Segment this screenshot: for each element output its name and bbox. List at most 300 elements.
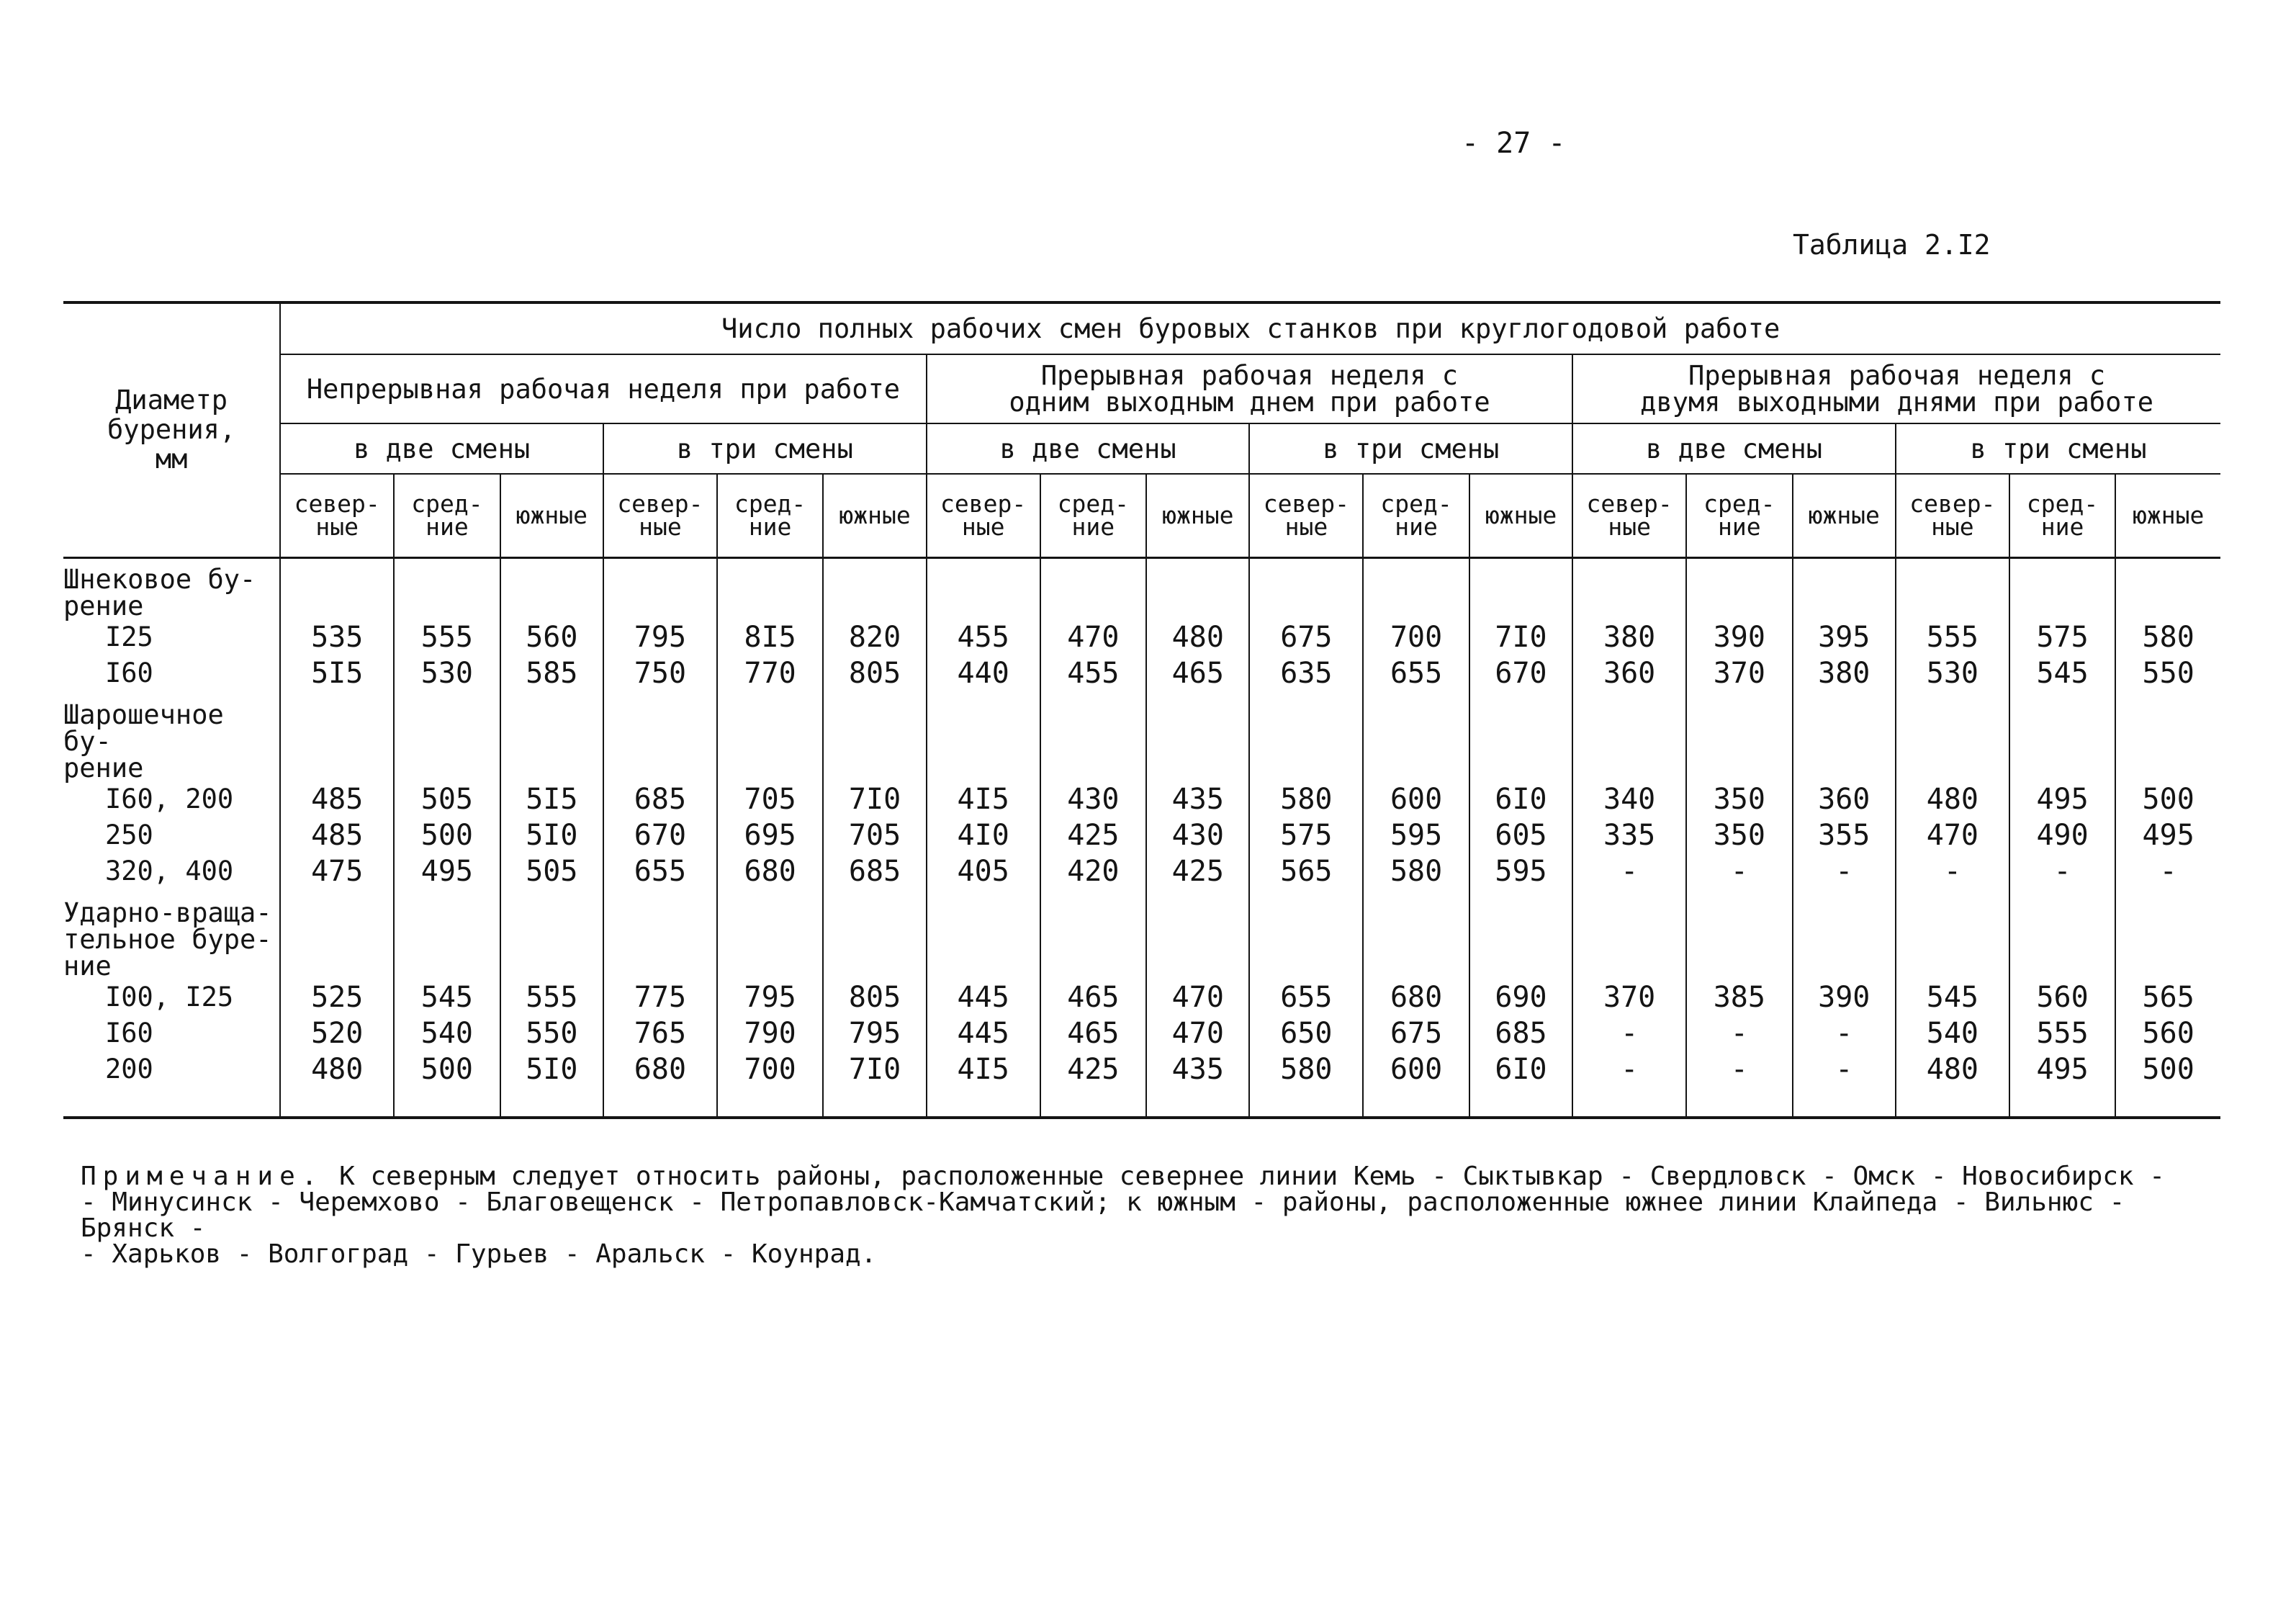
empty-cell	[280, 557, 394, 566]
note-text: - Харьков - Волгоград - Гурьев - Аральск - Коунрад.	[81, 1239, 877, 1269]
empty-cell	[1793, 566, 1896, 619]
value-cell: 500	[394, 817, 500, 853]
table-row	[63, 853, 2220, 889]
value-cell: 435	[1146, 1051, 1249, 1087]
value-cell: 360	[1572, 655, 1686, 691]
region-header-line: сред-	[1380, 490, 1452, 519]
value-cell: 595	[1363, 817, 1469, 853]
value-cell: 670	[603, 817, 717, 853]
value-cell: 695	[717, 817, 824, 853]
region-header-line: ние	[2040, 512, 2084, 541]
empty-cell	[717, 889, 824, 899]
empty-cell	[1686, 899, 1793, 979]
value-cell: 650	[1249, 1015, 1363, 1051]
region-header-line: ные	[315, 512, 359, 541]
region-header-line: ние	[1718, 512, 1761, 541]
empty-cell	[717, 899, 824, 979]
shift-header: в две смены	[927, 423, 1250, 474]
value-cell: 440	[927, 655, 1040, 691]
value-cell: 670	[1469, 655, 1572, 691]
value-cell: 580	[1363, 853, 1469, 889]
empty-cell	[1363, 566, 1469, 619]
empty-cell	[1040, 701, 1147, 781]
region-header-line: север-	[294, 490, 380, 519]
value-cell: 795	[717, 979, 824, 1015]
value-cell: 575	[2009, 619, 2116, 655]
empty-cell	[394, 557, 500, 566]
spacer-row	[63, 1087, 2220, 1118]
value-cell: 805	[823, 979, 926, 1015]
value-cell: -	[2009, 853, 2116, 889]
empty-cell	[2009, 1087, 2116, 1118]
table-row	[63, 655, 2220, 691]
group-title-row	[63, 566, 2220, 619]
empty-cell	[1572, 691, 1686, 701]
empty-cell	[1146, 566, 1249, 619]
empty-cell	[717, 566, 824, 619]
table-caption: Таблица 2.I2	[1793, 229, 1991, 261]
empty-cell	[927, 889, 1040, 899]
value-cell: 580	[2115, 619, 2220, 655]
group-title-line: рение	[63, 590, 144, 621]
empty-cell	[394, 701, 500, 781]
region-header-line: ние	[748, 512, 792, 541]
empty-cell	[1249, 889, 1363, 899]
region-header-line: южные	[1162, 501, 1234, 530]
value-cell: 555	[394, 619, 500, 655]
value-cell: 560	[500, 619, 603, 655]
region-header	[1040, 474, 1147, 557]
region-header-line: ние	[1071, 512, 1115, 541]
empty-cell	[927, 566, 1040, 619]
note-line	[81, 1190, 2183, 1242]
value-cell: 360	[1793, 781, 1896, 817]
region-header-line: север-	[1263, 490, 1349, 519]
empty-cell	[280, 1087, 394, 1118]
empty-cell	[603, 701, 717, 781]
empty-cell	[1249, 899, 1363, 979]
empty-cell	[2009, 691, 2116, 701]
empty-cell	[1363, 691, 1469, 701]
value-cell: 540	[394, 1015, 500, 1051]
spacer-row	[63, 889, 2220, 899]
value-cell: 655	[1249, 979, 1363, 1015]
empty-cell	[1146, 889, 1249, 899]
region-header	[2009, 474, 2116, 557]
value-cell: 605	[1469, 817, 1572, 853]
empty-cell	[1040, 899, 1147, 979]
value-cell: 565	[1249, 853, 1363, 889]
value-cell: 5I0	[500, 817, 603, 853]
empty-cell	[1363, 557, 1469, 566]
page-number: - 27 -	[1462, 127, 1566, 160]
value-cell: 770	[717, 655, 824, 691]
row-label: 200	[63, 1051, 280, 1087]
empty-cell	[717, 701, 824, 781]
empty-cell	[927, 701, 1040, 781]
empty-cell	[927, 899, 1040, 979]
value-cell: 465	[1040, 979, 1147, 1015]
value-cell: 425	[1040, 817, 1147, 853]
value-cell: 795	[823, 1015, 926, 1051]
row-label: I25	[63, 619, 280, 655]
empty-cell	[1686, 566, 1793, 619]
value-cell: 555	[500, 979, 603, 1015]
region-header	[823, 474, 926, 557]
value-cell: 430	[1146, 817, 1249, 853]
value-cell: 700	[1363, 619, 1469, 655]
value-cell: 480	[1896, 781, 2009, 817]
region-header	[717, 474, 824, 557]
value-cell: 545	[2009, 655, 2116, 691]
region-header-line: южные	[516, 501, 587, 530]
value-cell: 680	[603, 1051, 717, 1087]
empty-cell	[1469, 899, 1572, 979]
region-header-line: ные	[1931, 512, 1974, 541]
value-cell: 685	[1469, 1015, 1572, 1051]
empty-cell	[1363, 1087, 1469, 1118]
value-cell: 775	[603, 979, 717, 1015]
region-header	[1793, 474, 1896, 557]
value-cell: 680	[717, 853, 824, 889]
value-cell: 685	[823, 853, 926, 889]
empty-cell	[500, 899, 603, 979]
empty-cell	[1146, 557, 1249, 566]
empty-cell	[823, 889, 926, 899]
empty-cell	[717, 1087, 824, 1118]
top-header: Число полных рабочих смен буровых станков при круглогодовой работе	[280, 302, 2220, 354]
empty-cell	[1249, 557, 1363, 566]
row-label: I00, I25	[63, 979, 280, 1015]
empty-cell	[500, 701, 603, 781]
value-cell: 465	[1040, 1015, 1147, 1051]
value-cell: -	[1572, 853, 1686, 889]
empty-cell	[280, 701, 394, 781]
note-line	[81, 1239, 2183, 1269]
region-header-line: север-	[617, 490, 703, 519]
week-type-header	[927, 354, 1572, 423]
value-cell: 475	[280, 853, 394, 889]
region-header-line: ние	[426, 512, 469, 541]
region-header	[500, 474, 603, 557]
empty-cell	[63, 1087, 280, 1118]
value-cell: 545	[394, 979, 500, 1015]
empty-cell	[1572, 899, 1686, 979]
value-cell: 435	[1146, 781, 1249, 817]
value-cell: 805	[823, 655, 926, 691]
value-cell: 430	[1040, 781, 1147, 817]
empty-cell	[500, 566, 603, 619]
empty-cell	[2115, 1087, 2220, 1118]
table-row	[63, 979, 2220, 1015]
empty-cell	[394, 899, 500, 979]
region-header-line: север-	[940, 490, 1027, 519]
value-cell: 370	[1572, 979, 1686, 1015]
value-cell: 580	[1249, 1051, 1363, 1087]
note-line	[81, 1164, 2183, 1190]
empty-cell	[1040, 557, 1147, 566]
value-cell: 340	[1572, 781, 1686, 817]
value-cell: 350	[1686, 781, 1793, 817]
empty-cell	[280, 889, 394, 899]
region-header	[1363, 474, 1469, 557]
value-cell: 500	[2115, 781, 2220, 817]
value-cell: 555	[2009, 1015, 2116, 1051]
region-header-line: сред-	[1703, 490, 1775, 519]
value-cell: 495	[2115, 817, 2220, 853]
value-cell: -	[2115, 853, 2220, 889]
week-type-line: Непрерывная рабочая неделя при работе	[306, 373, 901, 405]
value-cell: 690	[1469, 979, 1572, 1015]
empty-cell	[823, 691, 926, 701]
empty-cell	[603, 1087, 717, 1118]
empty-cell	[280, 691, 394, 701]
empty-cell	[2009, 889, 2116, 899]
empty-cell	[1469, 557, 1572, 566]
empty-cell	[2115, 889, 2220, 899]
week-type-header	[1572, 354, 2220, 423]
empty-cell	[1896, 1087, 2009, 1118]
region-header	[1146, 474, 1249, 557]
spacer-row	[63, 691, 2220, 701]
value-cell: 395	[1793, 619, 1896, 655]
empty-cell	[1469, 566, 1572, 619]
value-cell: 470	[1896, 817, 2009, 853]
value-cell: 485	[280, 781, 394, 817]
value-cell: 795	[603, 619, 717, 655]
region-header-line: ные	[1608, 512, 1651, 541]
empty-cell	[603, 557, 717, 566]
value-cell: 705	[717, 781, 824, 817]
empty-cell	[1896, 691, 2009, 701]
value-cell: 685	[603, 781, 717, 817]
region-header-line: ные	[639, 512, 682, 541]
week-type-line: Прерывная рабочая неделя с	[1040, 360, 1459, 391]
region-header-line: сред-	[411, 490, 483, 519]
value-cell: 500	[2115, 1051, 2220, 1087]
region-header-line: ные	[1284, 512, 1328, 541]
value-cell: 750	[603, 655, 717, 691]
region-header	[1896, 474, 2009, 557]
region-header	[1469, 474, 1572, 557]
value-cell: 8I5	[717, 619, 824, 655]
value-cell: -	[1686, 1015, 1793, 1051]
empty-cell	[2009, 557, 2116, 566]
shift-header: в две смены	[280, 423, 603, 474]
region-header-line: ные	[961, 512, 1005, 541]
week-type-line: Прерывная рабочая неделя с	[1688, 360, 2106, 391]
value-cell: 530	[1896, 655, 2009, 691]
row-label: I60, 200	[63, 781, 280, 817]
value-cell: 705	[823, 817, 926, 853]
empty-cell	[1572, 889, 1686, 899]
empty-cell	[927, 557, 1040, 566]
group-title	[63, 897, 280, 982]
row-label: I60	[63, 655, 280, 691]
empty-cell	[1896, 899, 2009, 979]
empty-cell	[1249, 701, 1363, 781]
value-cell: 580	[1249, 781, 1363, 817]
value-cell: 595	[1469, 853, 1572, 889]
value-cell: 5I5	[500, 781, 603, 817]
empty-cell	[1686, 889, 1793, 899]
value-cell: 7I0	[823, 1051, 926, 1087]
empty-cell	[394, 889, 500, 899]
region-header	[280, 474, 394, 557]
value-cell: 425	[1040, 1051, 1147, 1087]
value-cell: 385	[1686, 979, 1793, 1015]
region-header	[394, 474, 500, 557]
empty-cell	[717, 691, 824, 701]
empty-cell	[394, 566, 500, 619]
empty-cell	[280, 899, 394, 979]
value-cell: 600	[1363, 1051, 1469, 1087]
value-cell: 355	[1793, 817, 1896, 853]
empty-cell	[1363, 889, 1469, 899]
value-cell: 560	[2115, 1015, 2220, 1051]
empty-cell	[280, 566, 394, 619]
group-title-line: ние	[63, 950, 112, 982]
value-cell: 470	[1146, 979, 1249, 1015]
value-cell: -	[1686, 1051, 1793, 1087]
empty-cell	[603, 691, 717, 701]
empty-cell	[1146, 899, 1249, 979]
value-cell: 550	[500, 1015, 603, 1051]
value-cell: 6I0	[1469, 1051, 1572, 1087]
table-row	[63, 1051, 2220, 1087]
value-cell: -	[1793, 1051, 1896, 1087]
note-text: К северным следует относить районы, расположенные севернее линии Кемь - Сыктывкар - Свердловск - Омск - Новосибирск -	[323, 1162, 2165, 1191]
value-cell: 550	[2115, 655, 2220, 691]
week-type-header	[280, 354, 926, 423]
region-header	[2115, 474, 2220, 557]
empty-cell	[1146, 691, 1249, 701]
value-cell: 470	[1146, 1015, 1249, 1051]
value-cell: 455	[1040, 655, 1147, 691]
region-header-line: южные	[1485, 501, 1557, 530]
group-title	[63, 699, 280, 784]
empty-cell	[1686, 691, 1793, 701]
empty-cell	[603, 566, 717, 619]
empty-cell	[2115, 691, 2220, 701]
group-title-row	[63, 899, 2220, 979]
row-label: 320, 400	[63, 853, 280, 889]
value-cell: 535	[280, 619, 394, 655]
empty-cell	[1469, 1087, 1572, 1118]
region-header-line: сред-	[734, 490, 806, 519]
value-cell: 4I5	[927, 1051, 1040, 1087]
week-type-line: двумя выходными днями при работе	[1640, 387, 2153, 418]
region-header-line: север-	[1909, 490, 1996, 519]
value-cell: 7I0	[1469, 619, 1572, 655]
value-cell: 675	[1363, 1015, 1469, 1051]
group-title-line: Ударно-враща-	[63, 897, 272, 928]
empty-cell	[2115, 701, 2220, 781]
value-cell: 5I5	[280, 655, 394, 691]
week-type-line: одним выходным днем при работе	[1009, 387, 1490, 418]
value-cell: 480	[280, 1051, 394, 1087]
empty-cell	[1793, 701, 1896, 781]
value-cell: 335	[1572, 817, 1686, 853]
value-cell: 425	[1146, 853, 1249, 889]
region-header	[1572, 474, 1686, 557]
value-cell: 790	[717, 1015, 824, 1051]
empty-cell	[2115, 899, 2220, 979]
value-cell: 585	[500, 655, 603, 691]
empty-cell	[1793, 1087, 1896, 1118]
value-cell: 380	[1793, 655, 1896, 691]
empty-cell	[1040, 889, 1147, 899]
region-header-line: ние	[1395, 512, 1438, 541]
shift-header: в три смены	[1896, 423, 2220, 474]
value-cell: 380	[1572, 619, 1686, 655]
region-header-line: сред-	[2026, 490, 2099, 519]
empty-cell	[1896, 557, 2009, 566]
empty-cell	[823, 566, 926, 619]
shift-header: в две смены	[1572, 423, 1896, 474]
empty-cell	[1469, 691, 1572, 701]
shift-header: в три смены	[1249, 423, 1572, 474]
value-cell: 520	[280, 1015, 394, 1051]
table-row	[63, 817, 2220, 853]
value-cell: 350	[1686, 817, 1793, 853]
empty-cell	[1686, 557, 1793, 566]
table-row	[63, 1015, 2220, 1051]
value-cell: 765	[603, 1015, 717, 1051]
empty-cell	[1469, 701, 1572, 781]
value-cell: 4I0	[927, 817, 1040, 853]
empty-cell	[500, 1087, 603, 1118]
empty-cell	[1896, 701, 2009, 781]
value-cell: 555	[1896, 619, 2009, 655]
value-cell: 545	[1896, 979, 2009, 1015]
stub-header-line: бурения,	[107, 413, 236, 445]
region-header-line: южные	[839, 501, 911, 530]
empty-cell	[823, 701, 926, 781]
empty-cell	[1793, 691, 1896, 701]
value-cell: 575	[1249, 817, 1363, 853]
table-row	[63, 619, 2220, 655]
empty-cell	[1040, 691, 1147, 701]
empty-cell	[1146, 1087, 1249, 1118]
note-text: - Минусинск - Черемхово - Благовещенск - Петропавловск-Камчатский; к южным - районы, расположенные южнее линии Клайпеда - Вильнюс - Брянск -	[81, 1188, 2125, 1243]
empty-cell	[2115, 557, 2220, 566]
empty-cell	[1040, 566, 1147, 619]
row-label: I60	[63, 1015, 280, 1051]
value-cell: 635	[1249, 655, 1363, 691]
region-header	[603, 474, 717, 557]
empty-cell	[927, 1087, 1040, 1118]
empty-cell	[1363, 899, 1469, 979]
shift-count-table	[63, 301, 2220, 1119]
value-cell: -	[1572, 1051, 1686, 1087]
value-cell: 6I0	[1469, 781, 1572, 817]
table-note	[81, 1164, 2183, 1267]
shift-header: в три смены	[603, 423, 927, 474]
value-cell: 5I0	[500, 1051, 603, 1087]
empty-cell	[1686, 701, 1793, 781]
empty-cell	[1793, 557, 1896, 566]
empty-cell	[823, 899, 926, 979]
empty-cell	[1249, 1087, 1363, 1118]
empty-cell	[1686, 1087, 1793, 1118]
stub-header	[63, 302, 280, 557]
empty-cell	[500, 691, 603, 701]
empty-cell	[1249, 566, 1363, 619]
value-cell: 485	[280, 817, 394, 853]
value-cell: 525	[280, 979, 394, 1015]
empty-cell	[603, 889, 717, 899]
